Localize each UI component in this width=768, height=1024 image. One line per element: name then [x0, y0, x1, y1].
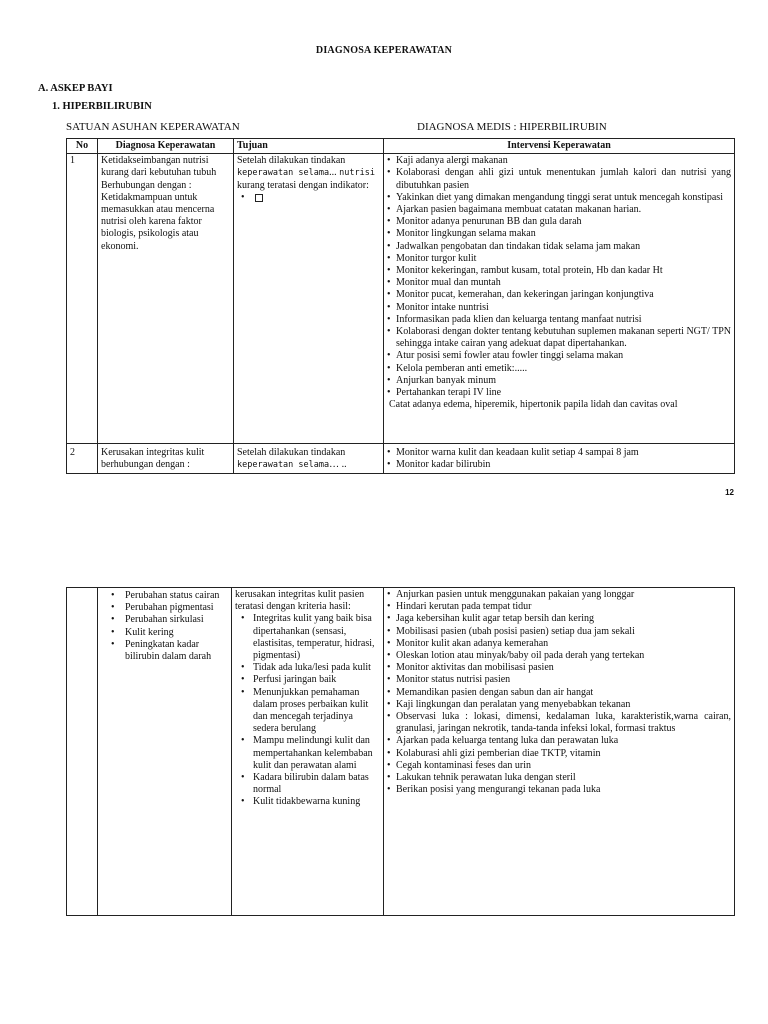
- list-item: • Atur posisi semi fowler atau fowler tinggi selama makan: [387, 350, 731, 362]
- sap-label: SATUAN ASUHAN KEPERAWATAN: [66, 121, 240, 133]
- table-row: [67, 588, 735, 916]
- list-item: • Informasikan pada klien dan keluarga tentang manfaat nutrisi: [387, 314, 731, 326]
- row2-intervensi-list: [387, 447, 731, 471]
- list-item: • Monitor pucat, kemerahan, dan kekeringan jaringan konjungtiva: [387, 289, 731, 301]
- list-item: • Monitor warna kulit dan keadaan kulit setiap 4 sampai 8 jam: [387, 447, 731, 459]
- row2-intervensi: [384, 444, 735, 474]
- list-item: • Oleskan lotion atau minyak/baby oil pada derah yang tertekan: [387, 650, 731, 662]
- row1-tujuan-line: Setelah dilakukan tindakan: [237, 155, 346, 167]
- row2-diagnosa: Kerusakan integritas kulit berhubungan dengan :: [98, 444, 234, 474]
- list-item: • Monitor kadar bilirubin: [387, 459, 731, 471]
- list-item: • Monitor status nutrisi pasien: [387, 674, 731, 686]
- list-item: • Kadara bilirubin dalam batas normal: [253, 772, 380, 796]
- row1-tujuan-dots: ...: [329, 167, 340, 179]
- list-item: • Monitor kulit akan adanya kemerahan: [387, 638, 731, 650]
- table-row: [67, 154, 735, 444]
- row1-diagnosa-line: Berhubungan dengan :: [101, 179, 192, 191]
- row2-tujuan-dots: … ..: [329, 459, 347, 471]
- list-item: • Memandikan pasien dengan sabun dan air hangat: [387, 687, 731, 699]
- subsection-heading-hiperbilirubin: 1. HIPERBILIRUBIN: [52, 101, 152, 112]
- list-item: • Kulit kering: [125, 627, 228, 639]
- row3-diagnosa: [98, 588, 232, 916]
- list-item: • Pertahankan terapi IV line: [387, 387, 731, 399]
- checkbox-square-icon: [255, 194, 263, 202]
- table-header-row: [67, 139, 735, 154]
- list-item: • Perubahan pigmentasi: [125, 602, 228, 614]
- list-item: • Ajarkan pada keluarga tentang luka dan perawatan luka: [387, 735, 731, 747]
- row1-diagnosa: [98, 154, 234, 444]
- list-item: • Ajarkan pasien bagaimana membuat catatan makanan harian.: [387, 204, 731, 216]
- list-item: • Cegah kontaminasi feses dan urin: [387, 760, 731, 772]
- list-item: • Berikan posisi yang mengurangi tekanan pada luka: [387, 784, 731, 796]
- row2-tujuan-mono: keperawatan selama: [237, 460, 330, 471]
- list-item: • Lakukan tehnik perawatan luka dengan steril: [387, 772, 731, 784]
- list-item: • Kaji adanya alergi makanan: [387, 155, 731, 167]
- row1-intervensi-list: [387, 155, 731, 399]
- row1-no: 1: [67, 154, 98, 444]
- row2-no: 2: [67, 444, 98, 474]
- row3-diagnosa-list: [101, 590, 228, 663]
- list-item: • Monitor lingkungan selama makan: [387, 228, 731, 240]
- row1-diagnosa-line: Ketidakmampuan untuk memasukkan atau mencerna nutrisi oleh karena faktor biologis, psikologis atau ekonomi.: [101, 191, 215, 252]
- list-item: • Kolaborasi dengan dokter tentang kebutuhan suplemen makanan seperti NGT/ TPN sehingga intake cairan yang adekuat dapat dipertahankan.: [387, 326, 731, 350]
- list-item: • Tidak ada luka/lesi pada kulit: [253, 662, 380, 674]
- bullet-icon: •: [241, 191, 245, 203]
- medical-diagnosis-label: DIAGNOSA MEDIS : HIPERBILIRUBIN: [417, 121, 607, 133]
- row2-tujuan-line: [237, 459, 380, 471]
- section-heading-askep-bayi: A. ASKEP BAYI: [38, 83, 113, 94]
- list-item: • Mobilisasi pasien (ubah posisi pasien) setiap dua jam sekali: [387, 626, 731, 638]
- list-item: • Monitor aktivitas dan mobilisasi pasien: [387, 662, 731, 674]
- list-item: • Integritas kulit yang baik bisa dipertahankan (sensasi, elastisitas, temperatur, hidrasi, pigmentasi): [253, 613, 380, 662]
- page-number: 12: [725, 488, 734, 497]
- row3-tujuan-list: [235, 613, 380, 808]
- row1-tujuan-line: [237, 167, 380, 179]
- list-item: • Kaji lingkungan dan peralatan yang menyebabkan tekanan: [387, 699, 731, 711]
- list-item: • Anjurkan pasien untuk menggunakan pakaian yang longgar: [387, 589, 731, 601]
- list-item: • Peningkatan kadar bilirubin dalam darah: [125, 639, 228, 663]
- row1-intervensi-note: Catat adanya edema, hiperemik, hipertonik papila lidah dan cavitas oval: [389, 399, 678, 411]
- row3-no: [67, 588, 98, 916]
- list-item: • Kulit tidakbewarna kuning: [253, 796, 380, 808]
- list-item: • Jaga kebersihan kulit agar tetap bersih dan kering: [387, 613, 731, 625]
- list-item: • Perfusi jaringan baik: [253, 674, 380, 686]
- row3-intervensi-list: [387, 589, 731, 796]
- list-item: • Anjurkan banyak minum: [387, 375, 731, 387]
- list-item: • Jadwalkan pengobatan dan tindakan tidak selama jam makan: [387, 241, 731, 253]
- care-plan-table-page-1: [66, 138, 735, 474]
- row1-intervensi: [384, 154, 735, 444]
- document-title: DIAGNOSA KEPERAWATAN: [315, 45, 453, 56]
- list-item: • Monitor intake nuntrisi: [387, 302, 731, 314]
- table-row: [67, 444, 735, 474]
- list-item: • Mampu melindungi kulit dan mempertahankan kelembaban kulit dan perawatan alami: [253, 735, 380, 772]
- list-item: • Menunjukkan pemahaman dalam proses perbaikan kulit dan mencegah terjadinya sedera berulang: [253, 687, 380, 736]
- list-item: • Monitor kekeringan, rambut kusam, total protein, Hb dan kadar Ht: [387, 265, 731, 277]
- list-item: • Observasi luka : lokasi, dimensi, kedalaman luka, karakteristik,warna cairan, granulasi, jaringan nekrotik, tanda-tanda infeksi lokal, formasi traktus: [387, 711, 731, 735]
- row1-tujuan-line: kurang teratasi dengan indikator:: [237, 179, 369, 191]
- row1-indicator-bullet: [237, 192, 380, 204]
- row1-tujuan-mono: keperawatan selama: [237, 168, 330, 179]
- row3-tujuan: [232, 588, 384, 916]
- list-item: • Perubahan status cairan: [125, 590, 228, 602]
- header-diagnosa: Diagnosa Keperawatan: [98, 139, 234, 154]
- row3-intervensi: [384, 588, 735, 916]
- care-plan-table-page-2: [66, 587, 735, 916]
- list-item: • Kolaburasi ahli gizi pemberian diae TKTP, vitamin: [387, 748, 731, 760]
- header-intervensi: Intervensi Keperawatan: [384, 139, 735, 154]
- header-tujuan: Tujuan: [234, 139, 384, 154]
- list-item: • Yakinkan diet yang dimakan mengandung tinggi serat untuk mencegah konstipasi: [387, 192, 731, 204]
- header-no: No: [67, 139, 98, 154]
- list-item: • Perubahan sirkulasi: [125, 614, 228, 626]
- list-item: • Kolaborasi dengan ahli gizi untuk menentukan jumlah kalori dan nutrisi yang dibutuhkan pasien: [387, 167, 731, 191]
- row1-diagnosa-line: Ketidakseimbangan nutrisi kurang dari kebutuhan tubuh: [101, 155, 217, 179]
- row2-tujuan: [234, 444, 384, 474]
- list-item: • Monitor turgor kulit: [387, 253, 731, 265]
- list-item: • Kelola pemberan anti emetik:.....: [387, 363, 731, 375]
- row1-tujuan-mono2: nutrisi: [339, 168, 375, 179]
- row3-tujuan-intro: kerusakan integritas kulit pasien teratasi dengan kriteria hasil:: [235, 589, 365, 613]
- list-item: • Hindari kerutan pada tempat tidur: [387, 601, 731, 613]
- list-item: • Monitor adanya penurunan BB dan gula darah: [387, 216, 731, 228]
- row1-tujuan: [234, 154, 384, 444]
- list-item: • Monitor mual dan muntah: [387, 277, 731, 289]
- row2-tujuan-line: Setelah dilakukan tindakan: [237, 447, 346, 459]
